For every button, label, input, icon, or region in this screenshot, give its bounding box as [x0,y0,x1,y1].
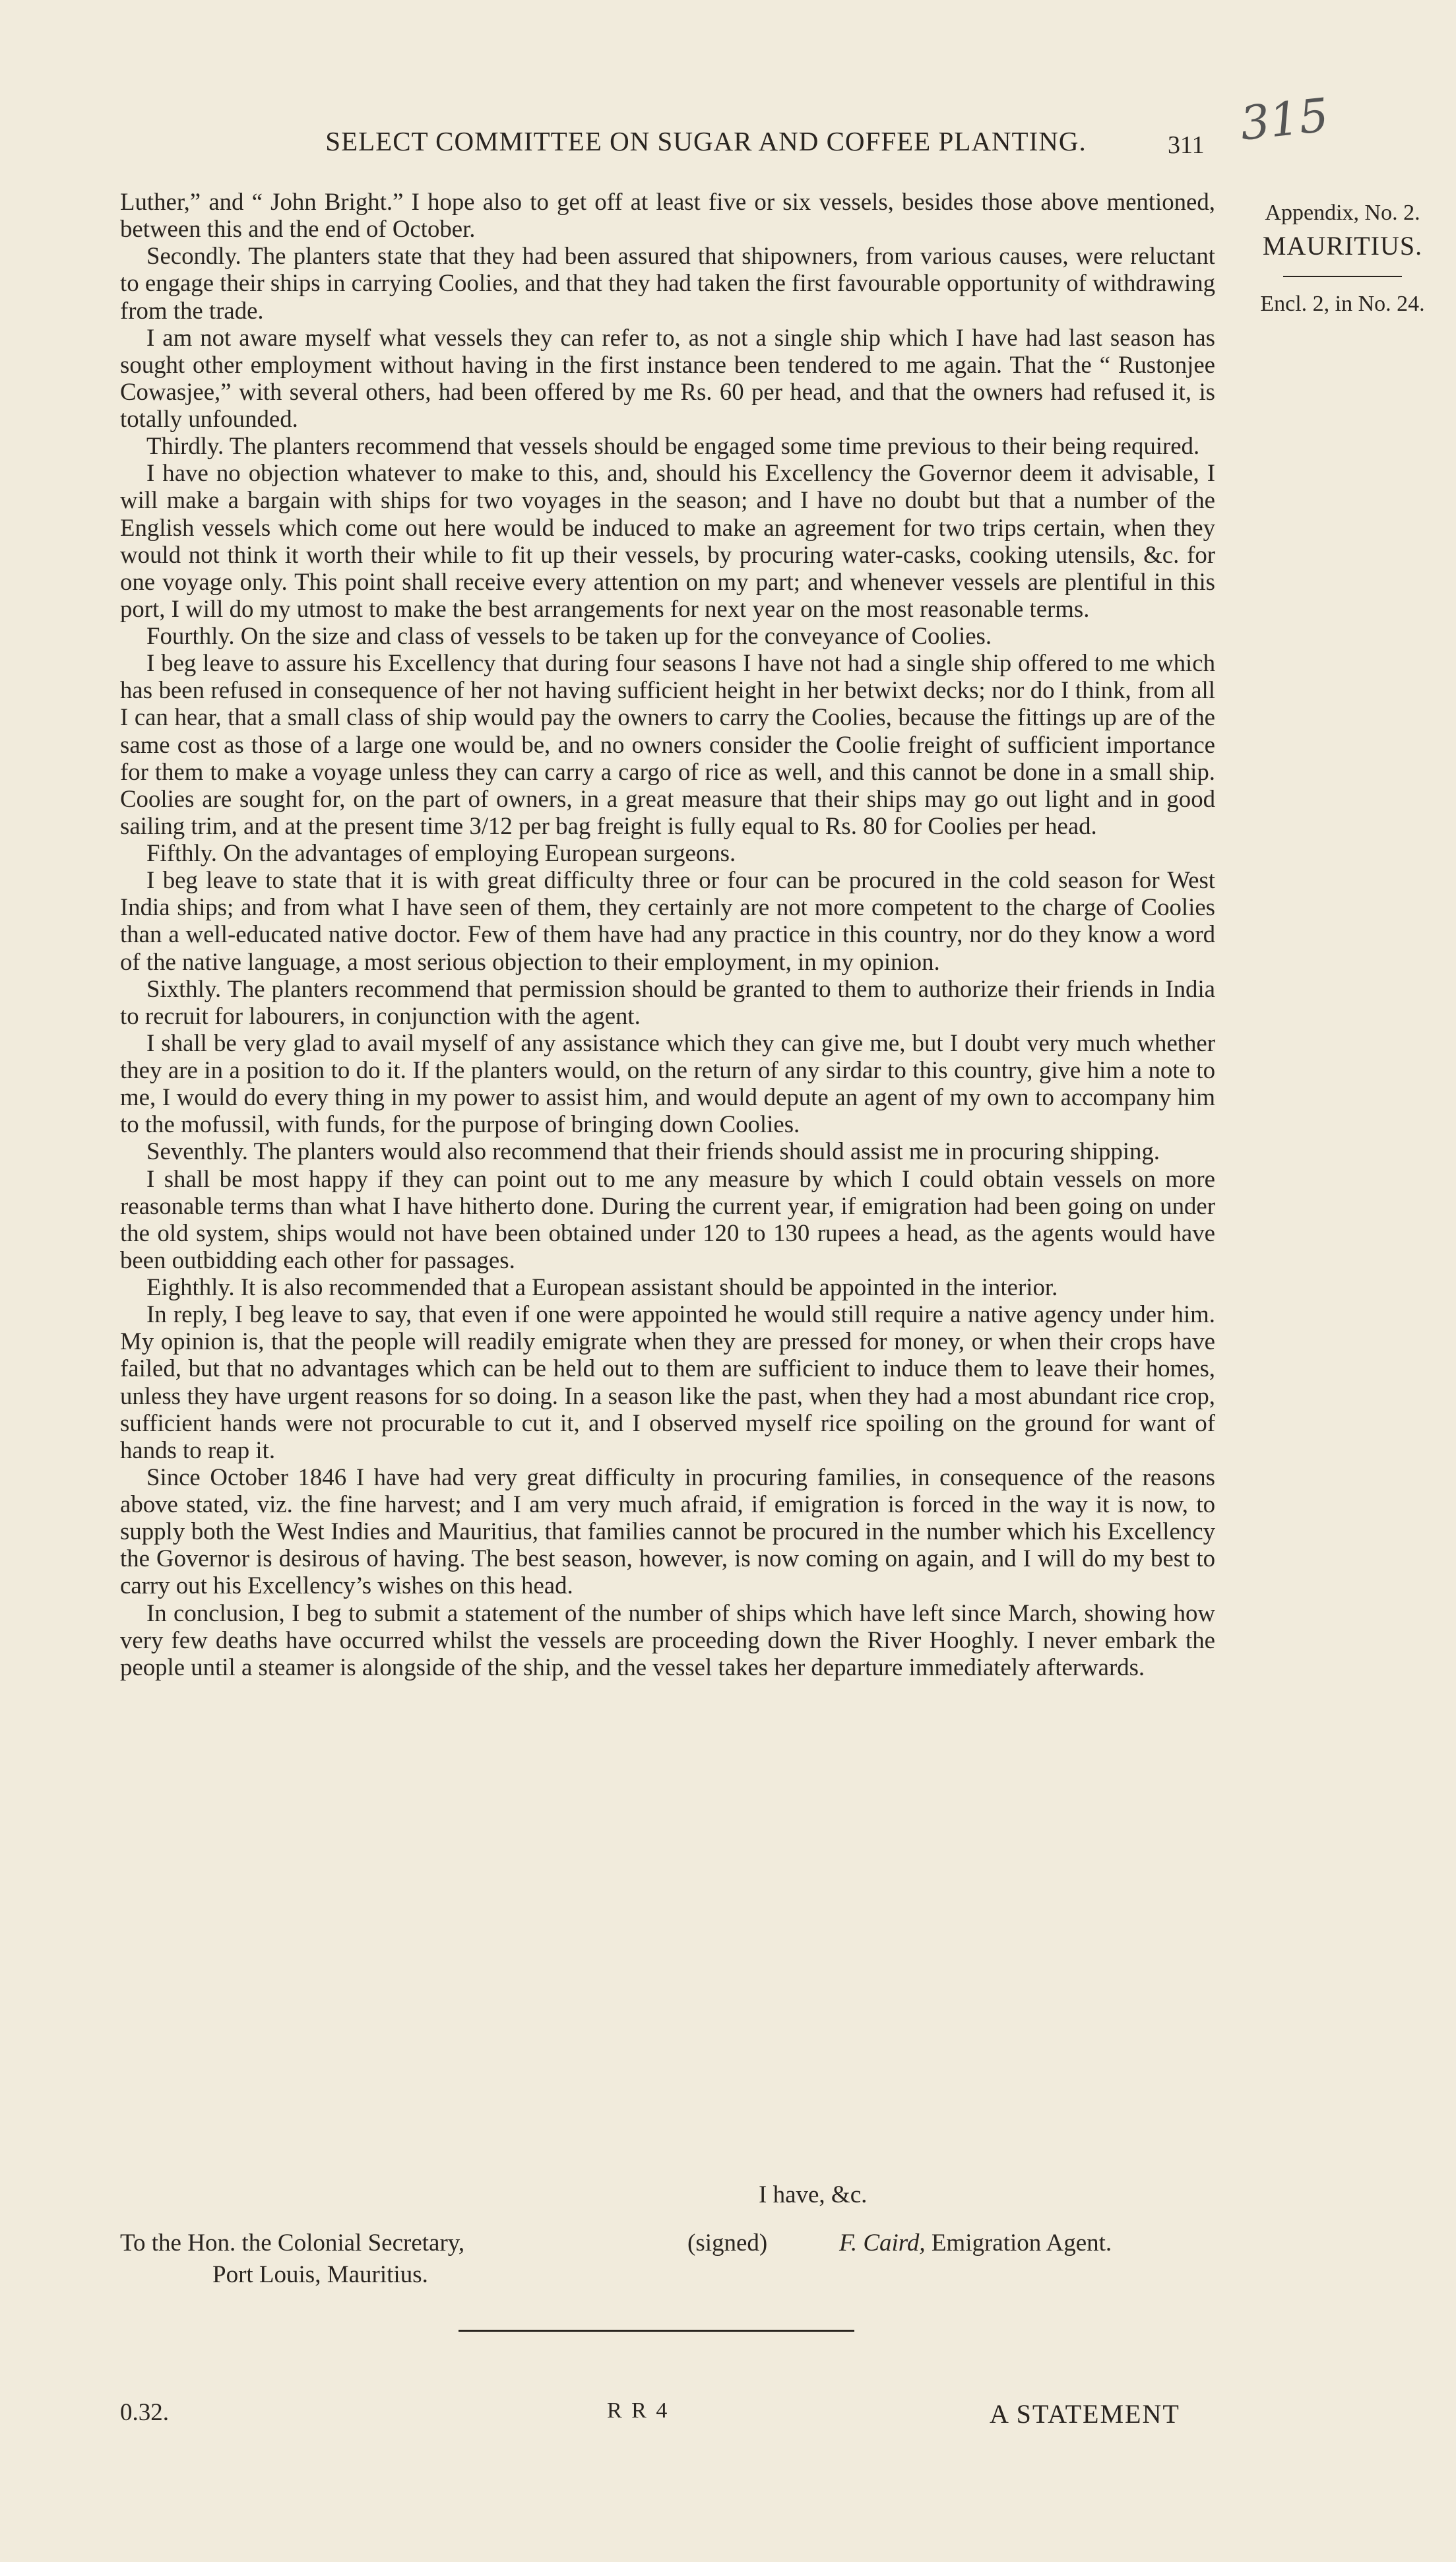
paragraph: Sixthly. The planters recommend that permission should be granted to them to authorize their friends in India to recruit for labourers, in conjunction with the agent. [120,975,1215,1029]
recipient: To the Hon. the Colonial Secretary, [120,2229,465,2257]
footer-paper-number: 0.32. [120,2399,169,2426]
letter-body [120,188,1215,1681]
page-title: SELECT COMMITTEE ON SUGAR AND COFFEE PLANTING. [325,126,1087,156]
paragraph: Secondly. The planters state that they had been assured that shipowners, from various causes, were reluctant to engage their ships in carrying Coolies, and that they had taken the first favourable opportunity of withdrawing from the trade. [120,242,1215,324]
paragraph: Fifthly. On the advantages of employing European surgeons. [146,839,736,866]
recipient-location: Port Louis, Mauritius. [212,2261,428,2288]
page-number: 311 [1168,131,1205,159]
paragraph: Thirdly. The planters recommend that vessels should be engaged some time previous to their being required. [146,432,1200,460]
paragraph: I beg leave to assure his Excellency that during four seasons I have not had a single ship offered to me which has been refused in consequence of her not having sufficient height in her betwixt decks; nor do I think, from all I can hear, that a small class of ship would pay the owners to carry the Coolies, because the fittings up are of the same cost as those of a large one would be, and no owners consider the Coolie freight of sufficient importance for them to make a voyage unless they can carry a cargo of rice as well, and this cannot be done in a small ship. Coolies are sought for, on the part of owners, in a great measure that their ships may go out light and in good sailing trim, and at the present time 3/12 per bag freight is fully equal to Rs. 80 for Coolies per head. [120,649,1215,839]
paragraph: Seventhly. The planters would also recommend that their friends should assist me in procuring shipping. [146,1137,1160,1165]
footer-catchword: A STATEMENT [990,2399,1180,2429]
paragraph: Eighthly. It is also recommended that a European assistant should be appointed in the interior. [146,1273,1058,1300]
signed-label: (signed) [687,2229,768,2257]
enclosure-reference: Encl. 2, in No. 24. [1260,291,1425,316]
footer-divider [459,2330,854,2332]
handwritten-page-number: 315 [1238,88,1331,151]
paragraph: Since October 1846 I have had very great difficulty in procuring families, in consequence of the reasons above stated, viz. the fine harvest; and I am very much afraid, if emigration is forced in the way it is now, to supply both the West Indies and Mauritius, that families cannot be procured in the number which his Excellency the Governor is desirous of having. The best season, however, is now coming on again, and I will do my best to carry out his Excellency’s wishes on this head. [120,1463,1215,1599]
paragraph: I am not aware myself what vessels they can refer to, as not a single ship which I have had last season has sought other employment without having in the first instance been tendered to me again. That the “ Rustonjee Cowasjee,” with several others, had been offered by me Rs. 60 per head, and that the owners had refused it, is totally unfounded. [120,323,1215,432]
paragraph: I shall be most happy if they can point out to me any measure by which I could obtain vessels on more reasonable terms than what I have hitherto done. During the current year, if emigration had been going on under the old system, ships would not have been obtained under 120 to 130 rupees a head, as the agents would have been outbidding each other for passages. [120,1165,1215,1273]
region-label: MAURITIUS. [1262,230,1423,261]
paragraph: In conclusion, I beg to submit a statement of the number of ships which have left since March, showing how very few deaths have occurred whilst the vessels are proceeding down the River Hooghly. I never embark the people until a steamer is alongside of the ship, and the vessel takes her departure immediately afterwards. [120,1599,1215,1681]
paragraph: In reply, I beg leave to say, that even if one were appointed he would still require a native agency under him. My opinion is, that the people will readily emigrate when they are pressed for money, or when their crops have failed, but that no advantages which can be held out to them are sufficient to induce them to leave their homes, unless they have urgent reasons for so doing. In a season like the past, when they had a most abundant rice crop, sufficient hands were not procurable to cut it, and I observed myself rice spoiling on the ground for want of hands to reap it. [120,1300,1215,1463]
paragraph: I shall be very glad to avail myself of any assistance which they can give me, but I doubt very much whether they are in a position to do it. If the planters would, on the return of any sirdar to this country, give him a note to me, I would do every thing in my power to assist him, and would depute an agent of my own to accompany him to the mofussil, with funds, for the purpose of bringing down Coolies. [120,1029,1215,1138]
signature-line [839,2229,1112,2257]
signatory-role: Emigration Agent. [931,2229,1112,2257]
margin-divider [1283,276,1402,277]
letter-closing: I have, &c. [759,2181,868,2208]
signatory-name: F. Caird, [839,2229,926,2257]
paragraph: I beg leave to state that it is with great difficulty three or four can be procured in the cold season for West India ships; and from what I have seen of them, they certainly are not more competent to the charge of Coolies than a well-educated native doctor. Few of them have had any practice in this country, nor do they know a word of the native language, a most serious objection to their employment, in my opinion. [120,866,1215,975]
footer-signature-mark: R R 4 [607,2398,670,2423]
paragraph: Fourthly. On the size and class of vessels to be taken up for the conveyance of Coolies. [146,622,992,649]
paragraph: I have no objection whatever to make to this, and, should his Excellency the Governor deem it advisable, I will make a bargain with ships for two voyages in the season; and I have no doubt but that a number of the English vessels which come out here would be induced to make an agreement for two trips certain, when they would not think it worth their while to fit up their vessels, by procuring water-casks, cooking utensils, &c. for one voyage only. This point shall receive every attention on my part; and whenever vessels are plentiful in this port, I will do my utmost to make the best arrangements for next year on the most reasonable terms. [120,459,1215,622]
paragraph: Luther,” and “ John Bright.” I hope also to get off at least five or six vessels, besides those above mentioned, between this and the end of October. [120,188,1215,243]
margin-notes [1240,198,1445,319]
appendix-reference: Appendix, No. 2. [1265,201,1420,225]
